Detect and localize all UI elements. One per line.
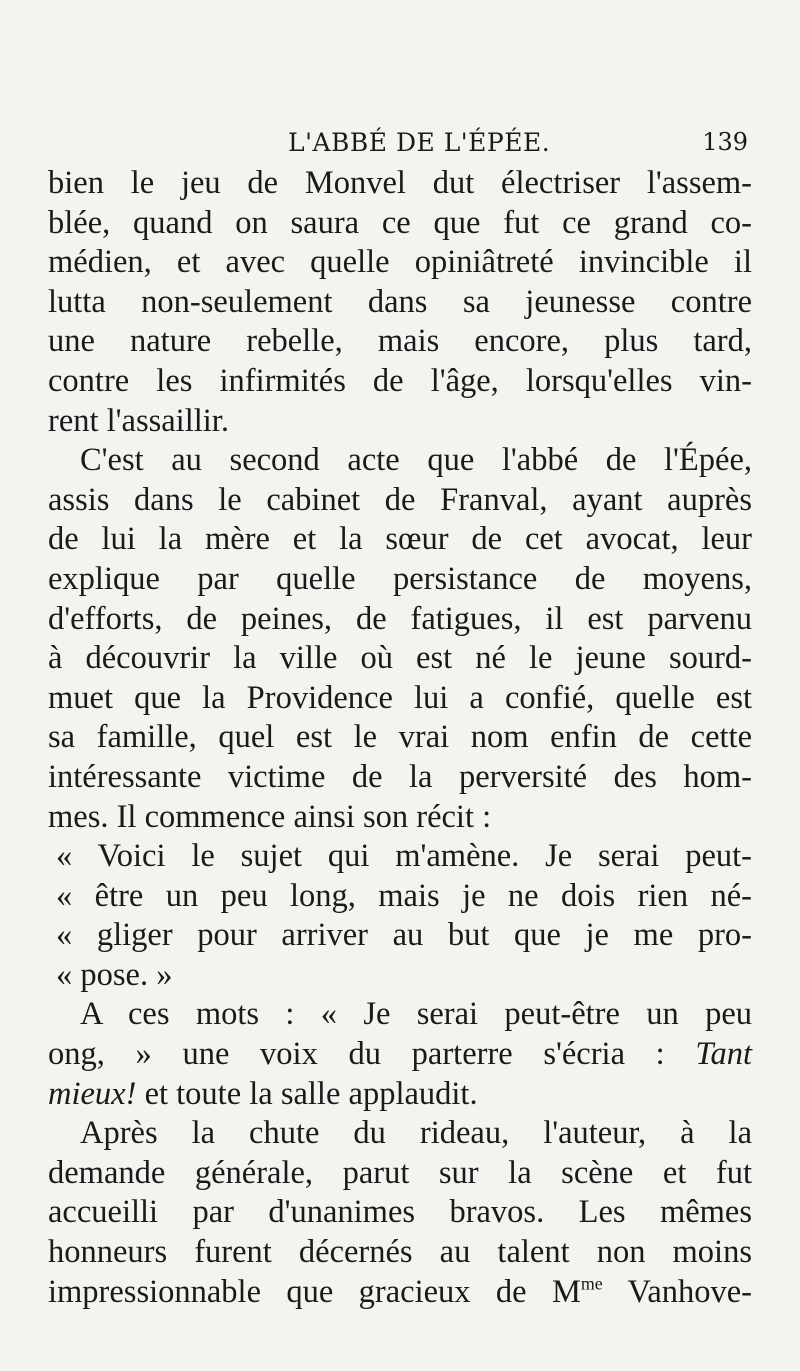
text-line: lutta non-seulement dans sa jeunesse contre: [48, 283, 752, 320]
text-line: honneurs furent décernés au talent non moins: [48, 1234, 752, 1271]
quote-line: « être un peu long, mais je ne dois rien né-: [56, 877, 752, 914]
line-text: et toute la salle applaudit.: [144, 1075, 478, 1112]
text-line: intéressante victime de la perversité des hom-: [48, 758, 752, 795]
quote-line: « pose. »: [56, 956, 173, 993]
text-line: muet que la Providence lui a confié, quelle est: [48, 679, 752, 716]
italic-text: mieux!: [48, 1075, 137, 1112]
text-line: assis dans le cabinet de Franval, ayant auprès: [48, 481, 752, 518]
text-line: de lui la mère et la sœur de cet avocat, leur: [48, 521, 752, 558]
text-line: à découvrir la ville où est né le jeune sourd-: [48, 640, 752, 677]
paragraph-start-line: Après la chute du rideau, l'auteur, à la: [80, 1115, 752, 1152]
quote-line: « Voici le sujet qui m'amène. Je serai peut-: [56, 838, 752, 875]
text-line: bien le jeu de Monvel dut électriser l'assem-: [48, 165, 752, 201]
paragraph-start-line: C'est au second acte que l'abbé de l'Épée,: [80, 442, 752, 479]
text-line: sa famille, quel est le vrai nom enfin de cette: [48, 719, 752, 756]
text-line: explique par quelle persistance de moyens,: [48, 560, 752, 597]
italic-text: Tant: [695, 1036, 752, 1073]
text-line: médien, et avec quelle opiniâtreté invincible il: [48, 244, 752, 281]
line-text-tail: Vanhove-: [627, 1273, 752, 1310]
text-line: [48, 1273, 752, 1313]
page-number: 139: [702, 128, 748, 156]
quote-line: « gliger pour arriver au but que je me pro-: [56, 917, 752, 954]
line-text: impressionnable que gracieux de M: [48, 1273, 581, 1310]
text-line: contre les infirmités de l'âge, lorsqu'elles vin-: [48, 362, 752, 399]
page-header: [48, 128, 748, 162]
text-line: accueilli par d'unanimes bravos. Les mêmes: [48, 1194, 752, 1231]
text-line: mes. Il commence ainsi son récit :: [48, 798, 492, 835]
body-text: [48, 164, 752, 1312]
text-line: une nature rebelle, mais encore, plus tard,: [48, 323, 752, 360]
paragraph-start-line: A ces mots : « Je serai peut-être un peu: [80, 996, 752, 1033]
superscript-text: me: [580, 1273, 603, 1294]
text-line: d'efforts, de peines, de fatigues, il est parvenu: [48, 600, 752, 637]
line-text: ong, » une voix du parterre s'écria :: [48, 1036, 665, 1073]
text-line: blée, quand on saura ce que fut ce grand co-: [48, 204, 752, 241]
text-line: rent l'assaillir.: [48, 402, 229, 439]
text-line: [48, 1035, 752, 1075]
running-title: L'ABBÉ DE L'ÉPÉE.: [288, 128, 551, 157]
text-line: [48, 1075, 752, 1115]
text-line: demande générale, parut sur la scène et fut: [48, 1154, 752, 1191]
